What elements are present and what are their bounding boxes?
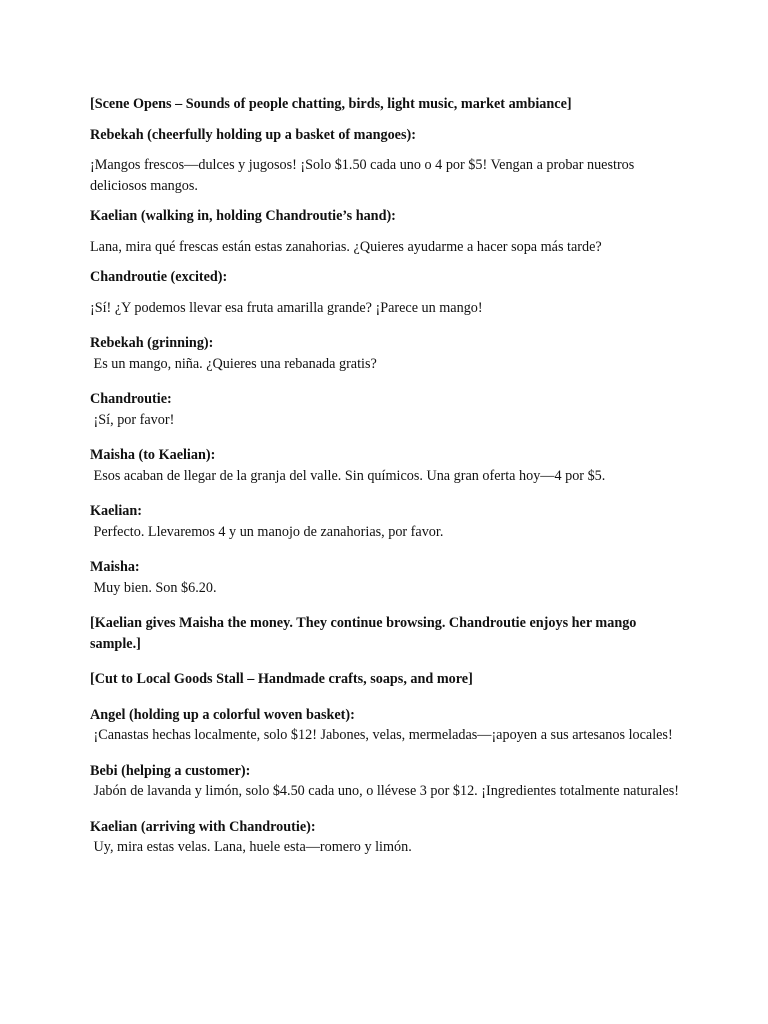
dialogue-chandroutie-por-favor: ¡Sí, por favor!: [90, 411, 175, 428]
stage-direction-scene-opens: [Scene Opens – Sounds of people chatting, birds, light music, market ambiance]: [90, 96, 572, 112]
dialogue-chandroutie-fruta: ¡Sí! ¿Y podemos llevar esa fruta amarilla grande? ¡Parece un mango!: [90, 299, 483, 316]
speaker-bebi: Bebi (helping a customer):: [90, 762, 251, 779]
speaker-rebekah-grinning: Rebekah (grinning):: [90, 335, 214, 351]
dialogue-kaelian-velas: Uy, mira estas velas. Lana, huele esta—romero y limón.: [90, 839, 412, 855]
speaker-chandroutie: Chandroutie (excited):: [90, 269, 228, 285]
speaker-kaelian: Kaelian (walking in, holding Chandroutie’s hand):: [90, 208, 396, 224]
dialogue-kaelian-perfecto: Perfecto. Llevaremos 4 y un manojo de zanahorias, por favor.: [90, 523, 444, 540]
speaker-maisha-to-kaelian: Maisha (to Kaelian):: [90, 447, 216, 463]
speaker-rebekah: Rebekah (cheerfully holding up a basket of mangoes):: [90, 126, 416, 143]
dialogue-maisha-granja: Esos acaban de llegar de la granja del valle. Sin químicos. Una gran oferta hoy—4 por $5.: [90, 467, 606, 484]
speaker-chandroutie-2: Chandroutie:: [90, 391, 172, 407]
dialogue-maisha-precio: Muy bien. Son $6.20.: [90, 579, 217, 596]
dialogue-rebekah-rebanada: Es un mango, niña. ¿Quieres una rebanada gratis?: [90, 355, 377, 372]
script-page: [90, 94, 690, 858]
dialogue-rebekah-mangos: ¡Mangos frescos—dulces y jugosos! ¡Solo $1.50 cada uno o 4 por $5! Vengan a probar nuestros deliciosos mangos.: [90, 157, 638, 194]
dialogue-angel-canastas: ¡Canastas hechas localmente, solo $12! Jabones, velas, mermeladas—¡apoyen a sus artesanos locales!: [90, 727, 673, 743]
stage-direction-money: [Kaelian gives Maisha the money. They continue browsing. Chandroutie enjoys her mango sample.]: [90, 615, 637, 652]
speaker-maisha: Maisha:: [90, 559, 140, 575]
dialogue-bebi-jabon: Jabón de lavanda y limón, solo $4.50 cada uno, o llévese 3 por $12. ¡Ingredientes totalmente naturales!: [90, 783, 680, 799]
speaker-angel: Angel (holding up a colorful woven basket):: [90, 706, 355, 723]
speaker-kaelian-2: Kaelian:: [90, 503, 143, 519]
dialogue-kaelian-zanahorias: Lana, mira qué frescas están estas zanahorias. ¿Quieres ayudarme a hacer sopa más tarde?: [90, 238, 602, 255]
stage-direction-cut-to-stall: [Cut to Local Goods Stall – Handmade crafts, soaps, and more]: [90, 671, 473, 687]
speaker-kaelian-arriving: Kaelian (arriving with Chandroutie):: [90, 818, 316, 835]
